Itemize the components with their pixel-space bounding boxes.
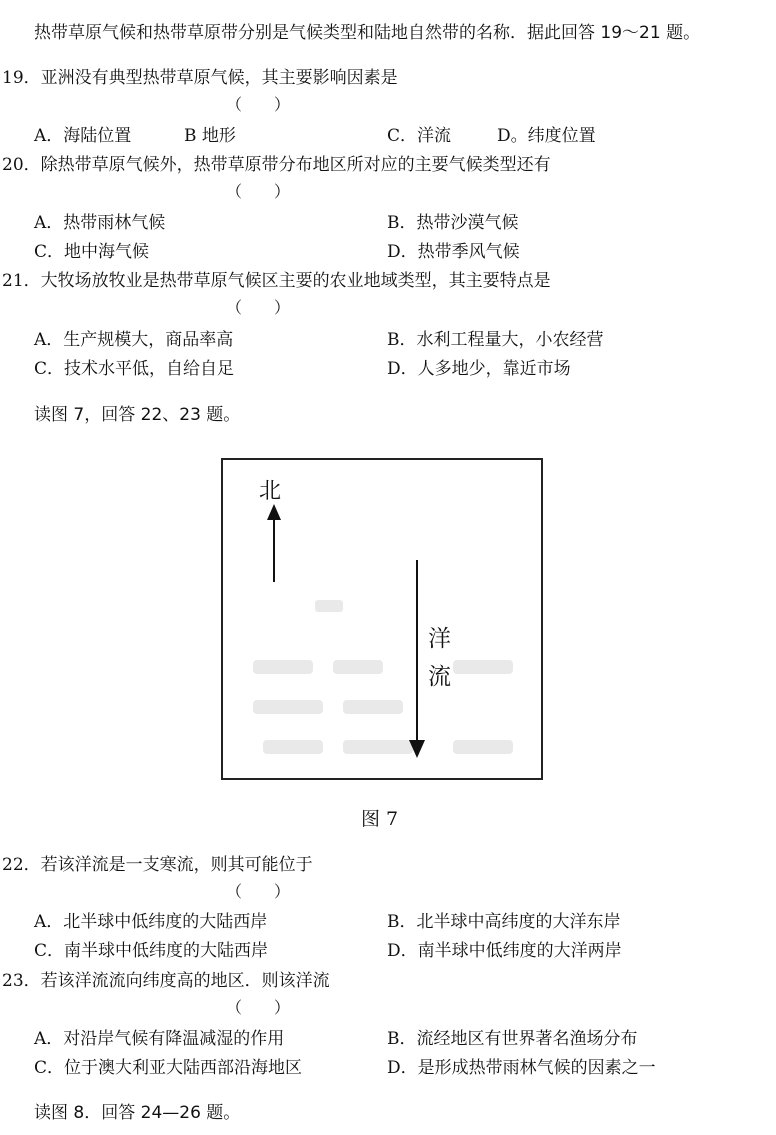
question-22-option-b: B．北半球中高纬度的大洋东岸 — [387, 912, 621, 932]
question-22-answer-blank: （ ） — [226, 882, 291, 901]
question-20-option-b: B．热带沙漠气候 — [387, 213, 519, 233]
intro-text: 热带草原气候和热带草原带分别是气候类型和陆地自然带的名称．据此回答 19～21 题。 — [34, 23, 701, 43]
question-22-stem: 22．若该洋流是一支寒流，则其可能位于 — [2, 855, 313, 875]
question-19-option-d: D。纬度位置 — [497, 126, 596, 146]
question-20-option-d: D．热带季风气候 — [387, 242, 520, 262]
question-21-option-c: C．技术水平低，自给自足 — [34, 359, 235, 379]
question-21-stem: 21．大牧场放牧业是热带草原气候区主要的农业地域类型，其主要特点是 — [2, 271, 551, 291]
north-label: 北 — [259, 479, 282, 504]
question-23-stem: 23．若该洋流流向纬度高的地区．则该洋流 — [2, 971, 330, 991]
read-figure-8-instruction: 读图 8．回答 24—26 题。 — [34, 1103, 241, 1123]
question-21-option-b: B．水利工程量大，小农经营 — [387, 330, 604, 350]
ocean-current-arrow-icon — [406, 560, 428, 760]
question-19-option-c: C．洋流 — [387, 126, 452, 146]
figure-7-caption: 图 7 — [361, 808, 399, 830]
question-20-answer-blank: （ ） — [226, 182, 291, 201]
question-19-answer-blank: （ ） — [226, 95, 291, 114]
question-23-answer-blank: （ ） — [226, 998, 291, 1017]
question-22-option-a: A．北半球中低纬度的大陆西岸 — [34, 912, 268, 932]
figure-7-frame — [221, 458, 543, 780]
read-figure-7-instruction: 读图 7，回答 22、23 题。 — [34, 405, 241, 425]
question-21-answer-blank: （ ） — [226, 298, 291, 317]
question-20-option-c: C．地中海气候 — [34, 242, 150, 262]
question-20-stem: 20．除热带草原气候外，热带草原带分布地区所对应的主要气候类型还有 — [2, 155, 551, 175]
question-23-option-b: B．流经地区有世界著名渔场分布 — [387, 1029, 638, 1049]
question-21-option-a: A．生产规模大，商品率高 — [34, 330, 234, 350]
question-21-option-d: D．人多地少，靠近市场 — [387, 359, 571, 379]
question-22-option-d: D．南半球中低纬度的大洋两岸 — [387, 941, 622, 961]
question-23-option-a: A．对沿岸气候有降温减湿的作用 — [34, 1029, 285, 1049]
question-23-option-d: D．是形成热带雨林气候的因素之一 — [387, 1058, 656, 1078]
north-arrow-icon — [263, 504, 285, 584]
question-19-stem: 19．亚洲没有典型热带草原气候，其主要影响因素是 — [2, 68, 398, 88]
question-23-option-c: C．位于澳大利亚大陆西部沿海地区 — [34, 1058, 303, 1078]
question-22-option-c: C．南半球中低纬度的大陆西岸 — [34, 941, 269, 961]
question-19-option-a: A．海陆位置 — [34, 126, 132, 146]
question-19-option-b: B 地形 — [184, 126, 236, 146]
question-20-option-a: A．热带雨林气候 — [34, 213, 166, 233]
ocean-current-label-2: 流 — [428, 664, 451, 690]
ocean-current-label-1: 洋 — [428, 626, 451, 652]
